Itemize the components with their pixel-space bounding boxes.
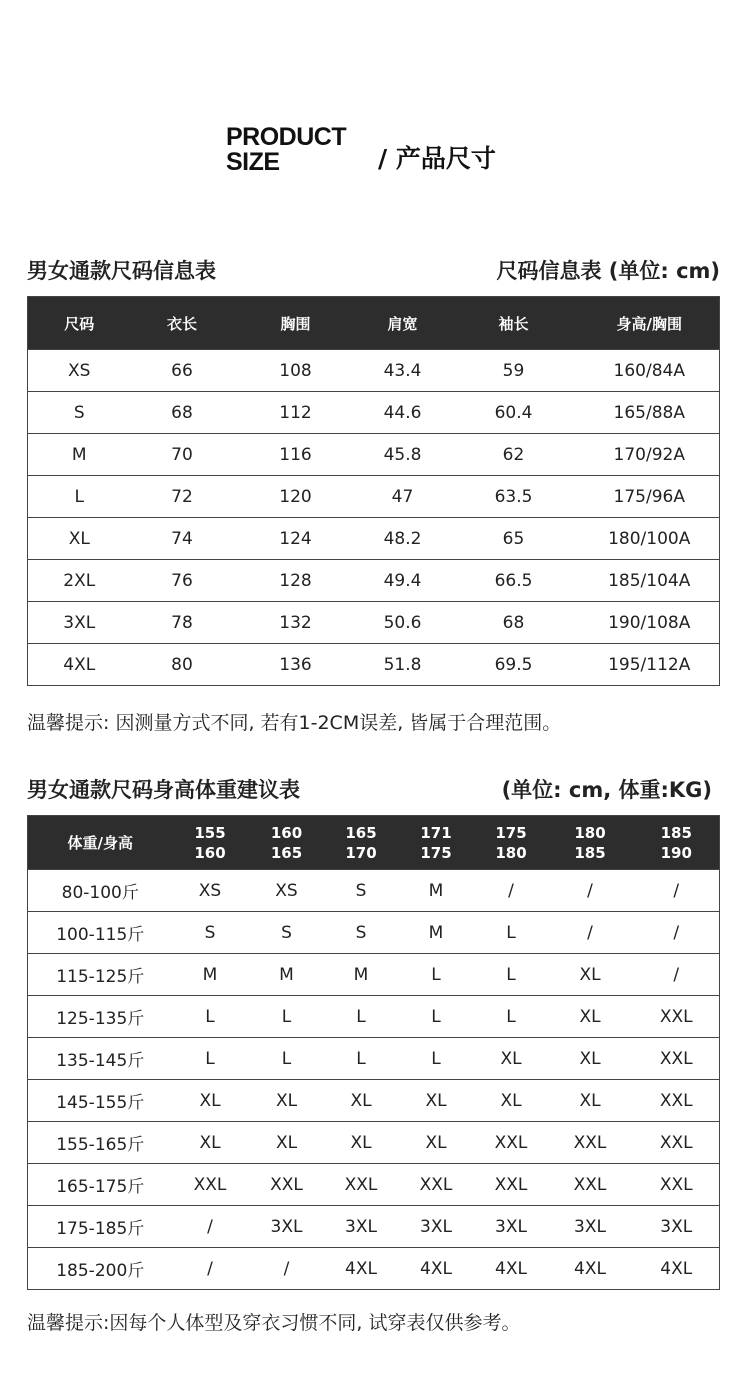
column-header: 肩宽 xyxy=(358,297,448,350)
weight-range-cell: 155-165斤 xyxy=(28,1122,173,1164)
measurement-cell: 51.8 xyxy=(358,644,448,686)
size-label-cell: M xyxy=(28,434,131,476)
size-label-cell: S xyxy=(28,392,131,434)
measurement-cell: 60.4 xyxy=(448,392,580,434)
recommended-size-cell: / xyxy=(248,1248,326,1290)
recommended-size-cell: 4XL xyxy=(634,1248,720,1290)
recommended-size-cell: 4XL xyxy=(397,1248,476,1290)
recommended-size-cell: / xyxy=(476,870,547,912)
measurement-cell: 72 xyxy=(131,476,234,518)
recommended-size-cell: XL xyxy=(326,1122,397,1164)
recommended-size-cell: L xyxy=(173,1038,248,1080)
recommended-size-cell: 3XL xyxy=(397,1206,476,1248)
weight-range-cell: 135-145斤 xyxy=(28,1038,173,1080)
height-range-header xyxy=(634,816,720,870)
column-header: 袖长 xyxy=(448,297,580,350)
table-row xyxy=(28,560,720,602)
height-range xyxy=(495,823,526,863)
height-max: 165 xyxy=(270,843,303,862)
column-header: 衣长 xyxy=(131,297,234,350)
recommended-size-cell: 3XL xyxy=(248,1206,326,1248)
column-header: 身高/胸围 xyxy=(580,297,720,350)
measurement-cell: 45.8 xyxy=(358,434,448,476)
size-label-cell: 2XL xyxy=(28,560,131,602)
corner-header: 体重/身高 xyxy=(28,816,173,870)
measurement-cell: 70 xyxy=(131,434,234,476)
fit-table-header-row xyxy=(28,816,720,870)
size-label-cell: 3XL xyxy=(28,602,131,644)
size-table-title: 男女通款尺码信息表 xyxy=(27,259,216,283)
recommended-size-cell: M xyxy=(397,870,476,912)
measurement-cell: 74 xyxy=(131,518,234,560)
recommended-size-cell: 4XL xyxy=(547,1248,634,1290)
measurement-cell: 132 xyxy=(234,602,358,644)
measurement-cell: 108 xyxy=(234,350,358,392)
table-row xyxy=(28,1122,720,1164)
recommended-size-cell: S xyxy=(326,912,397,954)
recommended-size-cell: XL xyxy=(397,1122,476,1164)
size-label-cell: XL xyxy=(28,518,131,560)
recommended-size-cell: XL xyxy=(547,954,634,996)
recommended-size-cell: S xyxy=(173,912,248,954)
height-min: 155 xyxy=(194,823,226,842)
brand-line-1: PRODUCT xyxy=(226,123,347,151)
brand-wordmark xyxy=(226,125,366,175)
recommended-size-cell: XXL xyxy=(248,1164,326,1206)
measurement-cell: 80 xyxy=(131,644,234,686)
height-range-header xyxy=(173,816,248,870)
recommended-size-cell: 3XL xyxy=(634,1206,720,1248)
recommended-size-cell: XL xyxy=(547,996,634,1038)
weight-range-cell: 100-115斤 xyxy=(28,912,173,954)
height-max: 170 xyxy=(345,843,377,862)
recommended-size-cell: 4XL xyxy=(326,1248,397,1290)
recommended-size-cell: XS xyxy=(173,870,248,912)
recommended-size-cell: 4XL xyxy=(476,1248,547,1290)
fit-table-unit: (单位: cm, 体重:KG) xyxy=(501,778,712,802)
recommended-size-cell: L xyxy=(476,912,547,954)
recommended-size-cell: XXL xyxy=(397,1164,476,1206)
recommended-size-cell: L xyxy=(173,996,248,1038)
size-info-table xyxy=(27,296,720,686)
table-row xyxy=(28,392,720,434)
recommended-size-cell: XL xyxy=(248,1122,326,1164)
recommended-size-cell: S xyxy=(326,870,397,912)
table-row xyxy=(28,518,720,560)
size-label-cell: 4XL xyxy=(28,644,131,686)
recommended-size-cell: XXL xyxy=(547,1122,634,1164)
measurement-cell: 43.4 xyxy=(358,350,448,392)
measurement-cell: 185/104A xyxy=(580,560,720,602)
height-range xyxy=(574,823,605,863)
table-row xyxy=(28,350,720,392)
recommended-size-cell: XS xyxy=(248,870,326,912)
height-min: 165 xyxy=(345,823,377,842)
fit-table-title: 男女通款尺码身高体重建议表 xyxy=(27,778,300,802)
measurement-cell: 50.6 xyxy=(358,602,448,644)
table-row xyxy=(28,644,720,686)
weight-range-cell: 145-155斤 xyxy=(28,1080,173,1122)
recommended-size-cell: XXL xyxy=(634,1164,720,1206)
height-max: 185 xyxy=(574,843,606,862)
weight-range-cell: 185-200斤 xyxy=(28,1248,173,1290)
recommended-size-cell: L xyxy=(397,1038,476,1080)
recommended-size-cell: M xyxy=(326,954,397,996)
height-max: 190 xyxy=(660,843,692,862)
recommended-size-cell: L xyxy=(476,996,547,1038)
measurement-cell: 78 xyxy=(131,602,234,644)
height-range-header xyxy=(547,816,634,870)
height-range-header xyxy=(476,816,547,870)
recommended-size-cell: L xyxy=(397,954,476,996)
measurement-cell: 68 xyxy=(131,392,234,434)
height-weight-table xyxy=(27,815,720,1290)
weight-range-cell: 80-100斤 xyxy=(28,870,173,912)
height-min: 185 xyxy=(660,823,692,842)
measurement-cell: 180/100A xyxy=(580,518,720,560)
measurement-cell: 165/88A xyxy=(580,392,720,434)
table-row xyxy=(28,434,720,476)
recommended-size-cell: XL xyxy=(248,1080,326,1122)
measurement-cell: 195/112A xyxy=(580,644,720,686)
measurement-cell: 48.2 xyxy=(358,518,448,560)
weight-range-cell: 175-185斤 xyxy=(28,1206,173,1248)
brand-line-2: SIZE xyxy=(226,148,280,176)
weight-range-cell: 115-125斤 xyxy=(28,954,173,996)
recommended-size-cell: L xyxy=(476,954,547,996)
size-label-cell: L xyxy=(28,476,131,518)
recommended-size-cell: 3XL xyxy=(476,1206,547,1248)
measurement-cell: 69.5 xyxy=(448,644,580,686)
measurement-cell: 62 xyxy=(448,434,580,476)
fit-table-note: 温馨提示:因每个人体型及穿衣习惯不同, 试穿表仅供参考。 xyxy=(27,1312,521,1334)
recommended-size-cell: S xyxy=(248,912,326,954)
recommended-size-cell: / xyxy=(547,870,634,912)
size-table-header-row xyxy=(28,297,720,350)
recommended-size-cell: XXL xyxy=(173,1164,248,1206)
recommended-size-cell: M xyxy=(248,954,326,996)
measurement-cell: 68 xyxy=(448,602,580,644)
table-row xyxy=(28,912,720,954)
measurement-cell: 112 xyxy=(234,392,358,434)
table-row xyxy=(28,1206,720,1248)
recommended-size-cell: XXL xyxy=(634,996,720,1038)
column-header: 胸围 xyxy=(234,297,358,350)
measurement-cell: 65 xyxy=(448,518,580,560)
height-range-header xyxy=(326,816,397,870)
measurement-cell: 63.5 xyxy=(448,476,580,518)
height-range xyxy=(420,823,451,863)
recommended-size-cell: XL xyxy=(547,1080,634,1122)
recommended-size-cell: L xyxy=(326,1038,397,1080)
table-row xyxy=(28,602,720,644)
recommended-size-cell: XL xyxy=(476,1080,547,1122)
measurement-cell: 49.4 xyxy=(358,560,448,602)
measurement-cell: 136 xyxy=(234,644,358,686)
column-header: 尺码 xyxy=(28,297,131,350)
measurement-cell: 124 xyxy=(234,518,358,560)
recommended-size-cell: L xyxy=(397,996,476,1038)
recommended-size-cell: 3XL xyxy=(326,1206,397,1248)
height-range xyxy=(345,823,376,863)
height-range-header xyxy=(248,816,326,870)
page-subtitle: / 产品尺寸 xyxy=(378,144,496,173)
table-row xyxy=(28,954,720,996)
measurement-cell: 59 xyxy=(448,350,580,392)
height-range-header xyxy=(397,816,476,870)
height-range xyxy=(194,823,225,863)
recommended-size-cell: L xyxy=(248,996,326,1038)
table-row xyxy=(28,1248,720,1290)
measurement-cell: 170/92A xyxy=(580,434,720,476)
measurement-cell: 120 xyxy=(234,476,358,518)
measurement-cell: 76 xyxy=(131,560,234,602)
height-max: 160 xyxy=(194,843,226,862)
measurement-cell: 160/84A xyxy=(580,350,720,392)
recommended-size-cell: L xyxy=(326,996,397,1038)
height-min: 175 xyxy=(495,823,527,842)
recommended-size-cell: XXL xyxy=(547,1164,634,1206)
recommended-size-cell: M xyxy=(173,954,248,996)
recommended-size-cell: XXL xyxy=(476,1122,547,1164)
weight-range-cell: 165-175斤 xyxy=(28,1164,173,1206)
height-max: 175 xyxy=(420,843,452,862)
recommended-size-cell: XL xyxy=(476,1038,547,1080)
measurement-cell: 128 xyxy=(234,560,358,602)
table-row xyxy=(28,1038,720,1080)
size-table-unit: 尺码信息表 (单位: cm) xyxy=(496,259,720,283)
recommended-size-cell: / xyxy=(173,1248,248,1290)
table-row xyxy=(28,1164,720,1206)
recommended-size-cell: XL xyxy=(397,1080,476,1122)
table-row xyxy=(28,1080,720,1122)
recommended-size-cell: / xyxy=(634,912,720,954)
table-row xyxy=(28,870,720,912)
height-min: 180 xyxy=(574,823,606,842)
weight-range-cell: 125-135斤 xyxy=(28,996,173,1038)
height-max: 180 xyxy=(495,843,527,862)
recommended-size-cell: XL xyxy=(173,1122,248,1164)
measurement-cell: 47 xyxy=(358,476,448,518)
measurement-cell: 66 xyxy=(131,350,234,392)
recommended-size-cell: 3XL xyxy=(547,1206,634,1248)
height-range xyxy=(271,823,302,863)
table-row xyxy=(28,476,720,518)
recommended-size-cell: L xyxy=(248,1038,326,1080)
measurement-cell: 44.6 xyxy=(358,392,448,434)
recommended-size-cell: XXL xyxy=(634,1038,720,1080)
recommended-size-cell: XXL xyxy=(476,1164,547,1206)
measurement-cell: 175/96A xyxy=(580,476,720,518)
recommended-size-cell: / xyxy=(173,1206,248,1248)
recommended-size-cell: / xyxy=(634,870,720,912)
measurement-cell: 116 xyxy=(234,434,358,476)
measurement-cell: 190/108A xyxy=(580,602,720,644)
height-min: 160 xyxy=(270,823,303,842)
recommended-size-cell: XL xyxy=(173,1080,248,1122)
recommended-size-cell: XXL xyxy=(634,1080,720,1122)
height-min: 171 xyxy=(420,823,452,842)
table-row xyxy=(28,996,720,1038)
recommended-size-cell: / xyxy=(634,954,720,996)
size-table-note: 温馨提示: 因测量方式不同, 若有1-2CM误差, 皆属于合理范围。 xyxy=(27,712,562,734)
measurement-cell: 66.5 xyxy=(448,560,580,602)
size-label-cell: XS xyxy=(28,350,131,392)
recommended-size-cell: XL xyxy=(326,1080,397,1122)
recommended-size-cell: M xyxy=(397,912,476,954)
recommended-size-cell: XXL xyxy=(634,1122,720,1164)
recommended-size-cell: / xyxy=(547,912,634,954)
recommended-size-cell: XXL xyxy=(326,1164,397,1206)
recommended-size-cell: XL xyxy=(547,1038,634,1080)
height-range xyxy=(661,823,692,863)
